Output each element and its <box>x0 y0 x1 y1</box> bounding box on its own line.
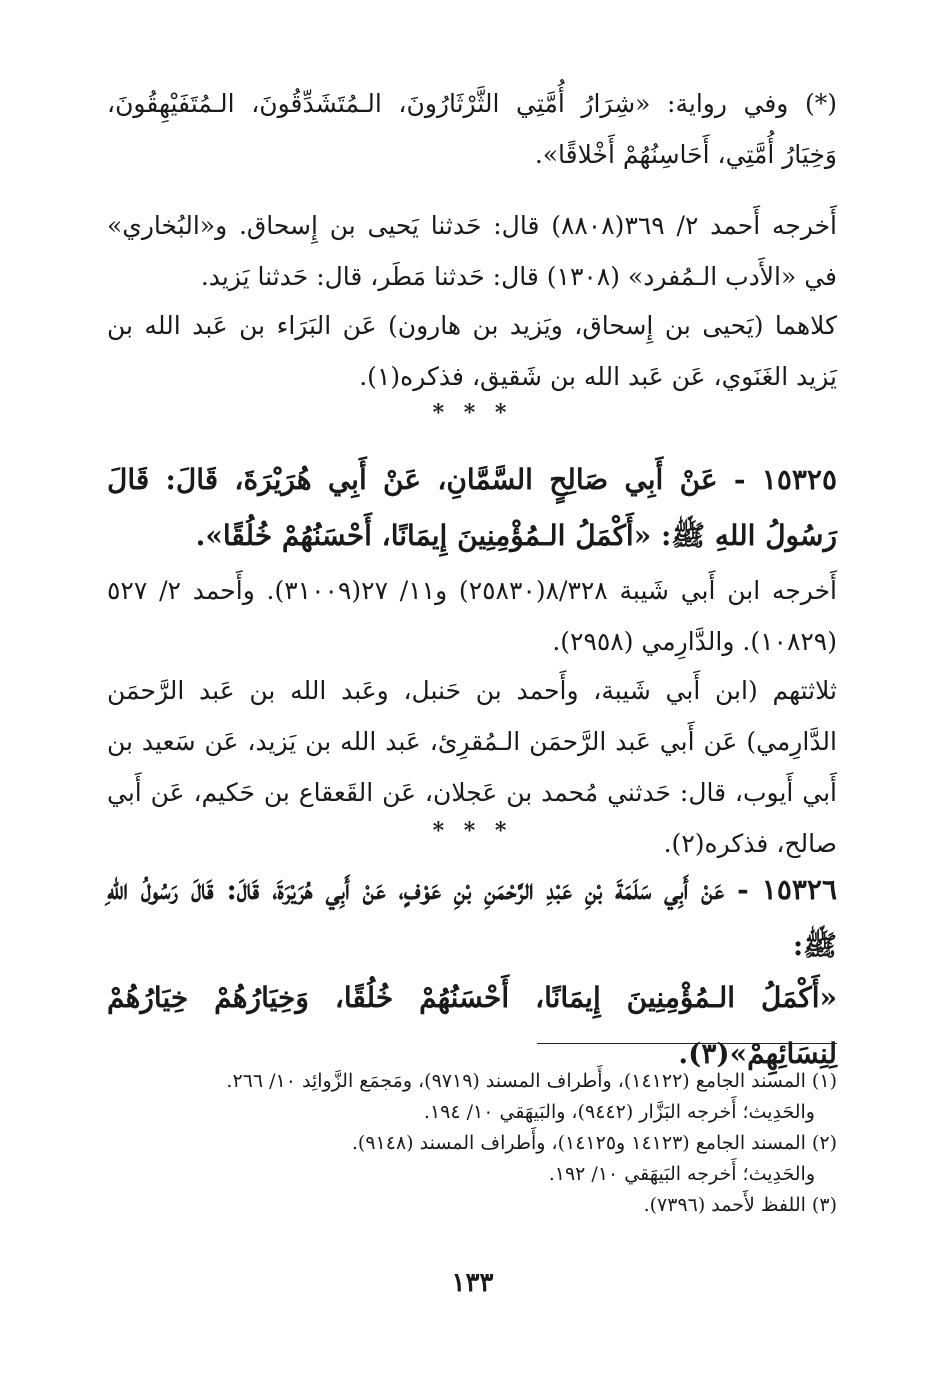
takhrij-15325: أَخرجه ابن أَبي شَيبة ٨/٣٢٨(٢٥٨٣٠) و١١/ ٢٧(٣١٠٠٩). وأَحمد ٢/ ٥٢٧ (١٠٨٢٩). والدَّارِمي (٢٩٥٨). <box>107 576 837 656</box>
footnote-1-note: والحَدِيث؛ أَخرجه البَزَّار (٩٤٤٢)، والبَيهَقي ١٠/ ١٩٤. <box>423 1101 815 1123</box>
hadith-15326-intro: ١٥٣٢٦ - عَنْ أَبِي سَلَمَةَ بْنِ عَبْدِ الرَّحْمَنِ بْنِ عَوْفٍ، عَنْ أَبِي هُرَيْرَةَ، قَالَ: قَالَ رَسُولُ اللهِ ﷺ: <box>107 873 837 962</box>
footnote-2-note: والحَدِيث؛ أَخرجه البَيهَقي ١٠/ ١٩٢. <box>548 1163 815 1185</box>
hadith-15325: ١٥٣٢٥ - عَنْ أَبِي صَالِحٍ السَّمَّانِ، عَنْ أَبِي هُرَيْرَةَ، قَالَ: قَالَ رَسُولُ اللهِ ﷺ: «أَكْمَلُ الـمُؤْمِنِينَ إِيمَانًا، أَحْسَنُهُمْ خُلُقًا». <box>107 463 837 552</box>
footnote-1: (١) المسند الجامع (١٤١٢٢)، وأَطراف المسند (٩٧١٩)، ومَجمَع الزَّوائِد ١٠/ ٢٦٦. <box>226 1070 837 1092</box>
footnote-rule <box>537 1043 837 1044</box>
hadith-15326-text: «أَكْمَلُ الـمُؤْمِنِينَ إِيمَانًا، أَحْسَنُهُمْ خُلُقًا، وَخِيَارُهُمْ خِيَارُهُمْ لِنِسَائِهِمْ»(٣). <box>107 981 837 1070</box>
isnad-paragraph: كلاهما (يَحيى بن إِسحاق، ويَزيد بن هارون) عَن البَرَاء بن عَبد الله بن يَزيد الغَنَوي، عَن عَبد الله بن شَقيق، فذكره(١). <box>107 311 837 391</box>
section-separator: * * * <box>432 400 513 426</box>
footnotes <box>107 1066 837 1221</box>
page-number: ١٣٣ <box>451 1268 494 1298</box>
variant-narration: (*) وفي رواية: «شِرَارُ أُمَّتِي الثَّرْثَارُونَ، الـمُتَشَدِّقُونَ، الـمُتَفَيْهِقُونَ، وَخِيَارُ أُمَّتِي، أَحَاسِنُهُمْ أَخْلاقًا». <box>107 89 837 169</box>
takhrij-paragraph: أَخرجه أَحمد ٢/ ٣٦٩(٨٨٠٨) قال: حَدثنا يَحيى بن إِسحاق. و«البُخاري» في «الأَدب الـمُفرد» (١٣٠٨) قال: حَدثنا مَطَر، قال: حَدثنا يَزيد. <box>107 211 837 291</box>
isnad-15325: ثلاثتهم (ابن أَبي شَيبة، وأَحمد بن حَنبل، وعَبد الله بن عَبد الرَّحمَن الدَّارِمي) عَن أَبي عَبد الرَّحمَن الـمُقرِئ، عَبد الله بن يَزيد، عَن سَعيد بن أَبي أَيوب، قال: حَدثني مُحمد بن عَجلان، عَن القَعقاع بن حَكيم، عَن أَبي صالح، فذكره(٢). <box>107 676 837 858</box>
footnote-2: (٢) المسند الجامع (١٤١٢٣ و١٤١٢٥)، وأَطراف المسند (٩١٤٨). <box>351 1132 837 1154</box>
footnote-3: (٣) اللفظ لأَحمد (٧٣٩٦). <box>643 1194 837 1216</box>
section-separator: * * * <box>432 818 513 844</box>
